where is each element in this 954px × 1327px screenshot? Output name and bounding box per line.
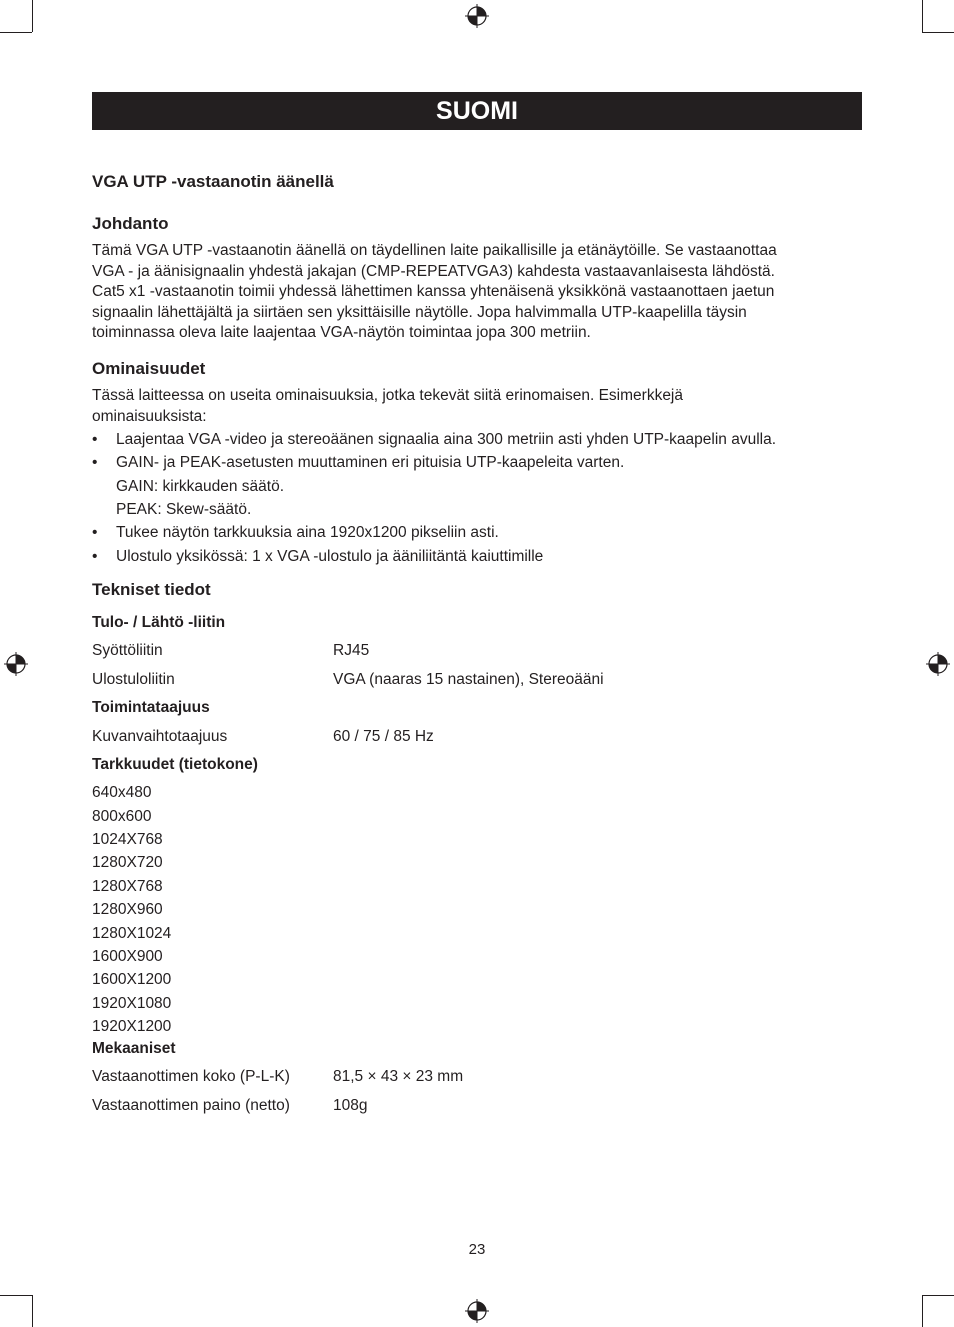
text-line: Tämä VGA UTP -vastaanotin äänellä on täydellinen laite paikallisille ja etänäytöille. Se vastaanottaa [92, 242, 777, 259]
resolution-item: 640x480 [92, 784, 152, 802]
spec-value: 81,5 × 43 × 23 mm [333, 1067, 464, 1085]
spec-key: Vastaanottimen koko (P-L-K) [92, 1067, 290, 1085]
text-line: ominaisuuksista: [92, 407, 207, 425]
resolution-item: 1024X768 [92, 830, 163, 848]
spec-row [92, 1096, 852, 1116]
bullet-icon: • [92, 454, 98, 472]
spec-key: Kuvanvaihtotaajuus [92, 727, 228, 745]
registration-mark-icon [3, 651, 29, 677]
crop-mark [32, 0, 33, 32]
resolution-item: 1920X1080 [92, 994, 172, 1012]
spec-value: RJ45 [333, 642, 370, 660]
spec-value: VGA (naaras 15 nastainen), Stereoääni [333, 670, 604, 688]
registration-mark-icon [464, 1298, 490, 1324]
crop-mark [0, 32, 32, 33]
resolution-item: 800x600 [92, 807, 152, 825]
spec-row [92, 1067, 852, 1087]
text-line: VGA - ja äänisignaalin yhdestä jakajan (CMP-REPEATVGA3) kahdesta vastaavanlaisesta lähdöstä. [92, 262, 775, 280]
features-paragraph [92, 386, 852, 427]
resolution-item: 1920X1200 [92, 1018, 172, 1036]
spec-group-title: Mekaaniset [92, 1039, 176, 1057]
spec-key: Syöttöliitin [92, 642, 163, 660]
spec-group-title: Tarkkuudet (tietokone) [92, 756, 258, 774]
list-subline: GAIN: kirkkauden säätö. [116, 477, 284, 495]
resolution-item: 1600X1200 [92, 971, 172, 989]
text-line: Cat5 x1 -vastaanotin toimii yhdessä lähettimen kanssa yhtenäisenä yksikkönä vastaanottaen jaetun [92, 283, 775, 301]
spec-key: Ulostuloliitin [92, 670, 175, 688]
resolution-item: 1280X960 [92, 901, 163, 919]
list-item [92, 430, 852, 450]
bullet-icon: • [92, 524, 98, 542]
list-item [92, 547, 852, 567]
text-line: signaalin lähettäjältä ja siirtäen sen yksittäisille näytölle. Jopa halvimmalla UTP-kaapelilla täysin [92, 303, 747, 321]
crop-mark [922, 1295, 954, 1296]
resolution-item: 1280X720 [92, 854, 163, 872]
spec-row [92, 727, 852, 747]
spec-key: Vastaanottimen paino (netto) [92, 1096, 290, 1114]
features-heading: Ominaisuudet [92, 358, 206, 378]
specs-heading: Tekniset tiedot [92, 579, 211, 599]
bullet-icon: • [92, 547, 98, 565]
document-title: VGA UTP -vastaanotin äänellä [92, 172, 334, 191]
text-line: Tässä laitteessa on useita ominaisuuksia, jotka tekevät siitä erinomaisen. Esimerkkejä [92, 386, 683, 404]
bullet-icon: • [92, 431, 98, 449]
spec-value: 108g [333, 1096, 368, 1114]
text-line: toiminnassa oleva laite laajentaa VGA-näytön toimintaa jopa 300 metriin. [92, 324, 591, 342]
crop-mark [0, 1295, 32, 1296]
page-number: 23 [468, 1241, 486, 1258]
list-subline: PEAK: Skew-säätö. [116, 501, 252, 519]
registration-mark-icon [464, 3, 490, 29]
spec-value: 60 / 75 / 85 Hz [333, 727, 434, 745]
resolution-item: 1280X768 [92, 877, 163, 895]
page-content [92, 171, 852, 1116]
crop-mark [922, 0, 923, 32]
list-item-text: Tukee näytön tarkkuuksia aina 1920x1200 pikseliin asti. [116, 524, 499, 542]
crop-mark [32, 1295, 33, 1327]
spec-group-title: Toimintataajuus [92, 699, 210, 717]
list-item [92, 523, 852, 543]
language-banner: SUOMI [92, 92, 862, 130]
list-item [92, 453, 852, 520]
intro-paragraph [92, 241, 852, 344]
resolution-item: 1280X1024 [92, 924, 172, 942]
list-item-text: Laajentaa VGA -video ja stereoäänen signaalia aina 300 metriin asti yhden UTP-kaapelin avulla. [116, 431, 777, 449]
resolution-item: 1600X900 [92, 947, 163, 965]
crop-mark [922, 32, 954, 33]
features-list [92, 430, 852, 566]
spec-row [92, 641, 852, 661]
list-item-text: GAIN- ja PEAK-asetusten muuttaminen eri pituisia UTP-kaapeleita varten. [116, 454, 625, 472]
spec-row [92, 670, 852, 690]
crop-mark [922, 1295, 923, 1327]
intro-heading: Johdanto [92, 214, 169, 233]
list-item-text: Ulostulo yksikössä: 1 x VGA -ulostulo ja ääniliitäntä kaiuttimille [116, 547, 544, 565]
resolution-list [92, 781, 852, 1038]
spec-group-title: Tulo- / Lähtö -liitin [92, 613, 226, 631]
registration-mark-icon [925, 651, 951, 677]
